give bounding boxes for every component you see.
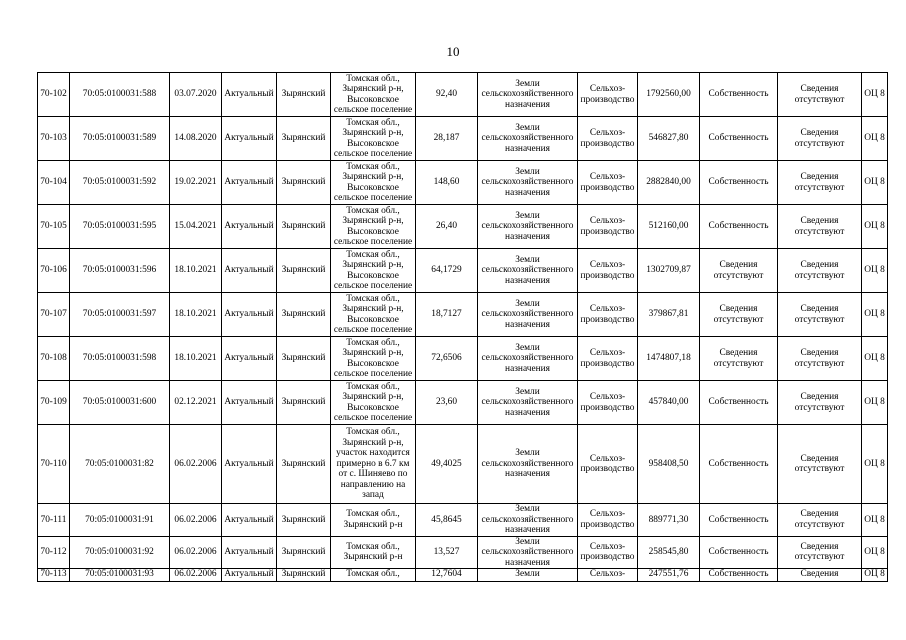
row-id-cell: 70-104	[38, 161, 70, 205]
encumbrance-cell: Сведения отсутствуют	[778, 161, 862, 205]
district-cell: Зырянский	[277, 569, 331, 582]
row-id-cell: 70-102	[38, 73, 70, 117]
area-cell: 64,1729	[416, 249, 478, 293]
row-id-cell: 70-106	[38, 249, 70, 293]
area-cell: 18,7127	[416, 293, 478, 337]
cadastral-number-cell: 70:05:0100031:93	[70, 569, 170, 582]
status-cell: Актуальный	[222, 161, 277, 205]
cadastral-number-cell: 70:05:0100031:589	[70, 117, 170, 161]
address-cell: Томская обл., Зырянский р-н, Высоковское сельское поселение	[331, 117, 416, 161]
cadastral-value-cell: 457840,00	[638, 381, 700, 425]
encumbrance-cell: Сведения отсутствуют	[778, 117, 862, 161]
area-cell: 13,527	[416, 536, 478, 569]
right-type-cell: Собственность	[700, 569, 778, 582]
status-cell: Актуальный	[222, 205, 277, 249]
address-cell: Томская обл.,	[331, 569, 416, 582]
area-cell: 23,60	[416, 381, 478, 425]
status-cell: Актуальный	[222, 504, 277, 537]
registration-date-cell: 18.10.2021	[170, 293, 222, 337]
right-type-cell: Сведения отсутствуют	[700, 249, 778, 293]
permitted-use-cell: Сельхоз- производство	[578, 425, 638, 504]
land-category-cell: Земли сельскохозяйственного назначения	[478, 205, 578, 249]
registration-date-cell: 14.08.2020	[170, 117, 222, 161]
district-cell: Зырянский	[277, 161, 331, 205]
area-cell: 26,40	[416, 205, 478, 249]
address-cell: Томская обл., Зырянский р-н, Высоковское сельское поселение	[331, 293, 416, 337]
registration-date-cell: 03.07.2020	[170, 73, 222, 117]
registration-date-cell: 02.12.2021	[170, 381, 222, 425]
right-type-cell: Сведения отсутствуют	[700, 337, 778, 381]
land-category-cell: Земли сельскохозяйственного назначения	[478, 117, 578, 161]
page-number: 10	[446, 44, 460, 59]
encumbrance-cell: Сведения отсутствуют	[778, 249, 862, 293]
status-cell: Актуальный	[222, 381, 277, 425]
address-cell: Томская обл., Зырянский р-н, Высоковское сельское поселение	[331, 205, 416, 249]
permitted-use-cell: Сельхоз- производство	[578, 117, 638, 161]
address-cell: Томская обл., Зырянский р-н, Высоковское сельское поселение	[331, 337, 416, 381]
right-type-cell: Собственность	[700, 161, 778, 205]
district-cell: Зырянский	[277, 249, 331, 293]
encumbrance-cell: Сведения отсутствуют	[778, 337, 862, 381]
code-cell: ОЦ 8	[862, 569, 888, 582]
permitted-use-cell: Сельхоз- производство	[578, 536, 638, 569]
code-cell: ОЦ 8	[862, 381, 888, 425]
land-category-cell: Земли сельскохозяйственного назначения	[478, 161, 578, 205]
cadastral-number-cell: 70:05:0100031:600	[70, 381, 170, 425]
encumbrance-cell: Сведения отсутствуют	[778, 536, 862, 569]
district-cell: Зырянский	[277, 73, 331, 117]
permitted-use-cell: Сельхоз- производство	[578, 504, 638, 537]
district-cell: Зырянский	[277, 337, 331, 381]
cadastral-number-cell: 70:05:0100031:597	[70, 293, 170, 337]
area-cell: 12,7604	[416, 569, 478, 582]
status-cell: Актуальный	[222, 117, 277, 161]
code-cell: ОЦ 8	[862, 205, 888, 249]
cadastral-value-cell: 258545,80	[638, 536, 700, 569]
area-cell: 92,40	[416, 73, 478, 117]
cadastral-number-cell: 70:05:0100031:595	[70, 205, 170, 249]
table-row	[38, 569, 888, 582]
address-cell: Томская обл., Зырянский р-н, участок находится примерно в 6.7 км от с. Шиняево по направлению на запад	[331, 425, 416, 504]
row-id-cell: 70-109	[38, 381, 70, 425]
table-row	[38, 205, 888, 249]
registration-date-cell: 18.10.2021	[170, 249, 222, 293]
cadastral-value-cell: 1474807,18	[638, 337, 700, 381]
code-cell: ОЦ 8	[862, 249, 888, 293]
cadastral-value-cell: 958408,50	[638, 425, 700, 504]
code-cell: ОЦ 8	[862, 504, 888, 537]
land-category-cell: Земли сельскохозяйственного назначения	[478, 293, 578, 337]
area-cell: 49,4025	[416, 425, 478, 504]
registration-date-cell: 06.02.2006	[170, 536, 222, 569]
cadastral-number-cell: 70:05:0100031:598	[70, 337, 170, 381]
right-type-cell: Собственность	[700, 205, 778, 249]
cadastral-value-cell: 247551,76	[638, 569, 700, 582]
encumbrance-cell: Сведения отсутствуют	[778, 425, 862, 504]
area-cell: 72,6506	[416, 337, 478, 381]
table-row	[38, 425, 888, 504]
permitted-use-cell: Сельхоз- производство	[578, 337, 638, 381]
district-cell: Зырянский	[277, 293, 331, 337]
cadastral-number-cell: 70:05:0100031:92	[70, 536, 170, 569]
code-cell: ОЦ 8	[862, 337, 888, 381]
permitted-use-cell: Сельхоз- производство	[578, 249, 638, 293]
cadastral-value-cell: 379867,81	[638, 293, 700, 337]
table-row	[38, 504, 888, 537]
cadastral-value-cell: 1302709,87	[638, 249, 700, 293]
land-category-cell: Земли сельскохозяйственного назначения	[478, 381, 578, 425]
area-cell: 148,60	[416, 161, 478, 205]
row-id-cell: 70-107	[38, 293, 70, 337]
cadastral-value-cell: 546827,80	[638, 117, 700, 161]
address-cell: Томская обл., Зырянский р-н, Высоковское сельское поселение	[331, 381, 416, 425]
table-row	[38, 536, 888, 569]
district-cell: Зырянский	[277, 205, 331, 249]
right-type-cell: Собственность	[700, 504, 778, 537]
registration-date-cell: 06.02.2006	[170, 504, 222, 537]
row-id-cell: 70-105	[38, 205, 70, 249]
cadastral-number-cell: 70:05:0100031:592	[70, 161, 170, 205]
table-row	[38, 161, 888, 205]
encumbrance-cell: Сведения отсутствуют	[778, 73, 862, 117]
status-cell: Актуальный	[222, 293, 277, 337]
status-cell: Актуальный	[222, 337, 277, 381]
encumbrance-cell: Сведения отсутствуют	[778, 504, 862, 537]
row-id-cell: 70-110	[38, 425, 70, 504]
row-id-cell: 70-112	[38, 536, 70, 569]
cadastral-value-cell: 2882840,00	[638, 161, 700, 205]
status-cell: Актуальный	[222, 249, 277, 293]
table-row	[38, 117, 888, 161]
cadastral-number-cell: 70:05:0100031:596	[70, 249, 170, 293]
row-id-cell: 70-113	[38, 569, 70, 582]
right-type-cell: Собственность	[700, 536, 778, 569]
district-cell: Зырянский	[277, 536, 331, 569]
right-type-cell: Собственность	[700, 381, 778, 425]
cadastral-number-cell: 70:05:0100031:82	[70, 425, 170, 504]
district-cell: Зырянский	[277, 504, 331, 537]
registration-date-cell: 06.02.2006	[170, 569, 222, 582]
status-cell: Актуальный	[222, 425, 277, 504]
address-cell: Томская обл., Зырянский р-н, Высоковское сельское поселение	[331, 73, 416, 117]
right-type-cell: Сведения отсутствуют	[700, 293, 778, 337]
land-category-cell: Земли сельскохозяйственного назначения	[478, 425, 578, 504]
encumbrance-cell: Сведения отсутствуют	[778, 293, 862, 337]
land-category-cell: Земли	[478, 569, 578, 582]
encumbrance-cell: Сведения	[778, 569, 862, 582]
table-row	[38, 337, 888, 381]
status-cell: Актуальный	[222, 73, 277, 117]
permitted-use-cell: Сельхоз- производство	[578, 293, 638, 337]
code-cell: ОЦ 8	[862, 161, 888, 205]
cadastral-value-cell: 1792560,00	[638, 73, 700, 117]
cadastral-value-cell: 889771,30	[638, 504, 700, 537]
code-cell: ОЦ 8	[862, 117, 888, 161]
registration-date-cell: 19.02.2021	[170, 161, 222, 205]
area-cell: 28,187	[416, 117, 478, 161]
land-category-cell: Земли сельскохозяйственного назначения	[478, 73, 578, 117]
encumbrance-cell: Сведения отсутствуют	[778, 381, 862, 425]
table-row	[38, 293, 888, 337]
address-cell: Томская обл., Зырянский р-н, Высоковское сельское поселение	[331, 161, 416, 205]
right-type-cell: Собственность	[700, 73, 778, 117]
registration-date-cell: 06.02.2006	[170, 425, 222, 504]
district-cell: Зырянский	[277, 117, 331, 161]
row-id-cell: 70-108	[38, 337, 70, 381]
land-category-cell: Земли сельскохозяйственного назначения	[478, 536, 578, 569]
land-category-cell: Земли сельскохозяйственного назначения	[478, 337, 578, 381]
right-type-cell: Собственность	[700, 117, 778, 161]
status-cell: Актуальный	[222, 569, 277, 582]
table-row	[38, 249, 888, 293]
land-category-cell: Земли сельскохозяйственного назначения	[478, 504, 578, 537]
code-cell: ОЦ 8	[862, 293, 888, 337]
registration-date-cell: 18.10.2021	[170, 337, 222, 381]
address-cell: Томская обл., Зырянский р-н	[331, 536, 416, 569]
table-row	[38, 381, 888, 425]
status-cell: Актуальный	[222, 536, 277, 569]
cadastral-number-cell: 70:05:0100031:588	[70, 73, 170, 117]
right-type-cell: Собственность	[700, 425, 778, 504]
table-row	[38, 73, 888, 117]
cadastral-value-cell: 512160,00	[638, 205, 700, 249]
encumbrance-cell: Сведения отсутствуют	[778, 205, 862, 249]
permitted-use-cell: Сельхоз- производство	[578, 205, 638, 249]
district-cell: Зырянский	[277, 381, 331, 425]
land-registry-table	[37, 72, 888, 582]
permitted-use-cell: Сельхоз- производство	[578, 73, 638, 117]
permitted-use-cell: Сельхоз-	[578, 569, 638, 582]
address-cell: Томская обл., Зырянский р-н	[331, 504, 416, 537]
code-cell: ОЦ 8	[862, 73, 888, 117]
land-category-cell: Земли сельскохозяйственного назначения	[478, 249, 578, 293]
row-id-cell: 70-111	[38, 504, 70, 537]
district-cell: Зырянский	[277, 425, 331, 504]
address-cell: Томская обл., Зырянский р-н, Высоковское сельское поселение	[331, 249, 416, 293]
registration-date-cell: 15.04.2021	[170, 205, 222, 249]
cadastral-number-cell: 70:05:0100031:91	[70, 504, 170, 537]
row-id-cell: 70-103	[38, 117, 70, 161]
code-cell: ОЦ 8	[862, 425, 888, 504]
area-cell: 45,8645	[416, 504, 478, 537]
code-cell: ОЦ 8	[862, 536, 888, 569]
table-body	[38, 73, 888, 582]
permitted-use-cell: Сельхоз- производство	[578, 161, 638, 205]
permitted-use-cell: Сельхоз- производство	[578, 381, 638, 425]
